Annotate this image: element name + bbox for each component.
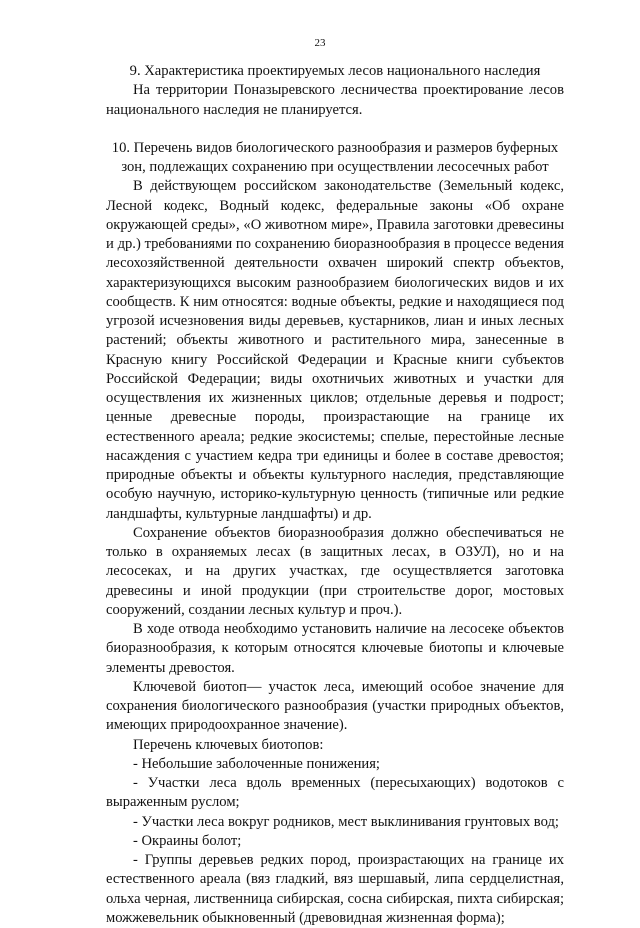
page-number: 23 [314,37,326,49]
page-content [106,62,564,928]
section-10-title-line-1: 10. Перечень видов биологического разнообразия и размеров буферных [111,139,559,156]
section-9-title: 9. Характеристика проектируемых лесов национального наследия [129,63,541,79]
section-9-text: На территории Поназыревского лесничества проектирование лесов национального наследия не планируется. [106,82,564,118]
section-10-title-line-2: зон, подлежащих сохранению при осуществлении лесосечных работ [121,159,549,175]
paragraph-allotment: В ходе отвода необходимо установить наличие на лесосеке объектов биоразнообразия, к которым относятся ключевые биотопы и ключевые элементы древостоя. [106,621,564,676]
paragraph-key-biotope-definition: Ключевой биотоп— участок леса, имеющий особое значение для сохранения биологического разнообразия (участки природных объектов, имеющих природоохранное значение). [106,678,564,734]
list-item-rare-tree-groups: - Группы деревьев редких пород, произрастающих на границе их естественного ареала (вяз гладкий, вяз шершавый, липа сердцелистная, ольха черная, лиственница сибирская, сосна сибирская, пихта сибирская; можжевельник обыкновенный (древовидная жизненная форма); [106,852,564,926]
list-item-bog-edges: - Окраины болот; [133,832,242,849]
list-item-wetland-depressions: - Небольшие заболоченные понижения; [133,755,380,772]
section-spacer [106,120,564,139]
paragraph-legislation: В действующем российском законодательстве (Земельный кодекс, Лесной кодекс, Водный кодекс, федеральные законы «Об охране окружающей среды», «О животном мире», Правила заготовки древесины и др.) требованиями по сохранению биоразнообразия в процессе ведения лесохозяйственной деятельности охвачен широкий спектр объектов, характеризующихся высоким разнообразием биологических видов и их сообществ. К ним относятся: водные объекты, редкие и находящиеся под угрозой исчезновения виды деревьев, кустарников, лиан и иных лесных растений; объекты животного и растительного мира, занесенные в Красную книгу Российской Федерации и Красные книги субъектов Российской Федерации; виды охотничьих животных и участки для осуществления их жизненных циклов; отдельные деревья и подрост; ценные древесные породы, произрастающие на границе их естественного ареала; редкие экосистемы; спелые, перестойные лесные насаждения с участием кедра три единицы и более в составе древостоя; природные объекты и объекты культурного наследия, представляющие особую научную, историко-культурную ценность (типичные или редкие ландшафты, культурные ландшафты) и др. [106,178,564,522]
list-item-springs: - Участки леса вокруг родников, мест выклинивания грунтовых вод; [133,813,559,830]
list-item-temporary-watercourses: - Участки леса вдоль временных (пересыхающих) водотоков с выраженным руслом; [106,775,564,811]
paragraph-conservation: Сохранение объектов биоразнообразия должно обеспечиваться не только в охраняемых лесах (в защитных лесах, в ОЗУЛ), но и на лесосеках, и на других участках, где осуществляется заготовка древесины и иной продукции (при строительстве дорог, мостовых сооружений, создании лесных культур и проч.). [106,524,564,618]
paragraph-biotope-list-heading: Перечень ключевых биотопов: [133,736,324,753]
